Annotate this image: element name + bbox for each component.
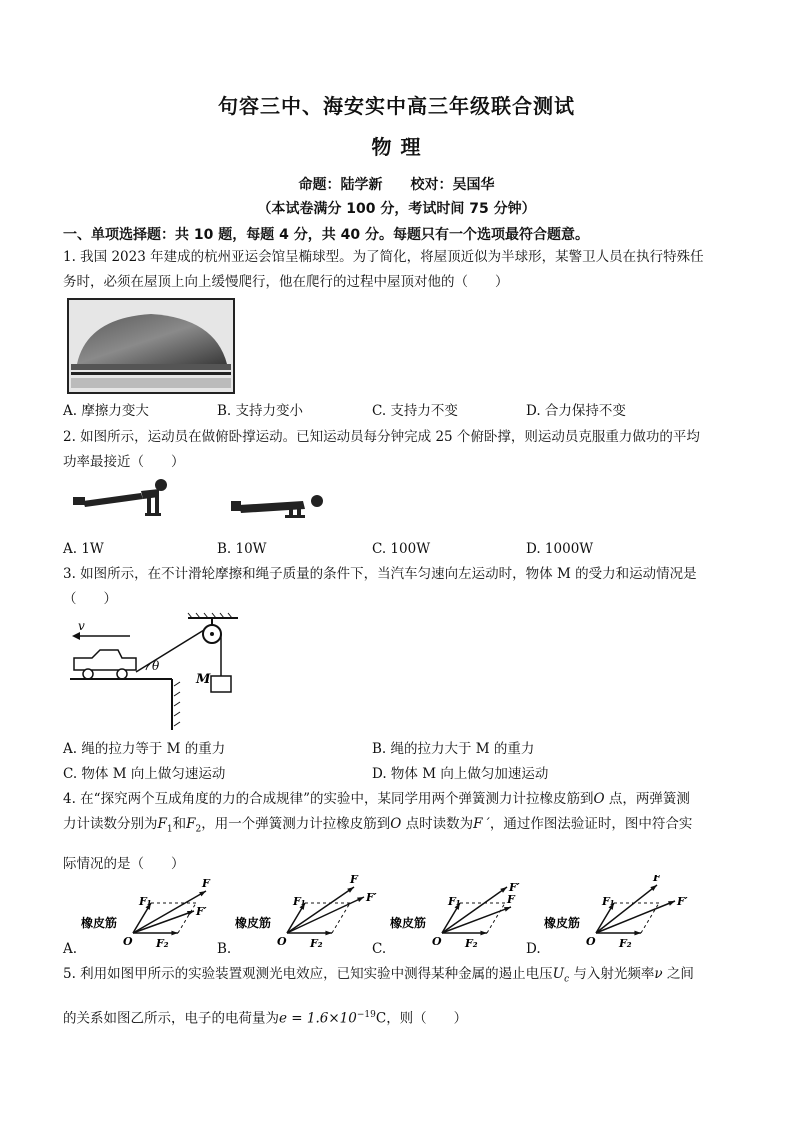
q3-option-a: A. 绳的拉力等于 M 的重力 xyxy=(63,741,226,757)
q4-line3: 际情况的是（ ） xyxy=(63,856,185,872)
force-diagrams xyxy=(63,875,743,955)
q4-dash-2-b xyxy=(487,903,505,933)
q4-f1-label-1: F₁ xyxy=(293,895,306,908)
q4-rubber-label-2: 橡皮筋 xyxy=(390,916,427,930)
q5-line2: 的关系如图乙所示，电子的电荷量为$e = 1.6\times 10^{-19}C$，则（ ） xyxy=(63,1010,468,1027)
q3-line2: （ ） xyxy=(63,591,117,607)
q1-option-a: A. 摩擦力变大 xyxy=(63,403,149,419)
q2-option-d: D. 1000W xyxy=(526,541,594,557)
q4-f1-label-3: F₁ xyxy=(602,895,615,908)
velocity-label: v xyxy=(78,619,85,633)
q4-f2-arrow-3-head xyxy=(634,931,641,936)
q1-line2: 务时，必须在屋顶上向上缓慢爬行，他在爬行的过程中屋顶对他的（ ） xyxy=(63,274,509,290)
q4-option-b: B. xyxy=(217,941,232,957)
theta-label: θ xyxy=(152,659,160,673)
q3-option-c: C. 物体 M 向上做匀速运动 xyxy=(63,766,226,782)
q4-option-a: A. xyxy=(63,941,78,957)
q4-f2-arrow-0-head xyxy=(171,931,178,936)
exam-title: 句容三中、海安实中高三年级联合测试 xyxy=(218,94,575,118)
q4-line1: 4. 在“探究两个互成角度的力的合成规律”的实验中，某同学用两个弹簧测力计拉橡皮筋到O 点，两弹簧测 xyxy=(63,791,690,807)
q4-fp-label-1: F′ xyxy=(366,891,377,904)
q1-option-d: D. 合力保持不变 xyxy=(526,403,626,419)
q4-f-label-2: F xyxy=(507,893,515,906)
q4-fp-arrow-3-head xyxy=(668,901,675,906)
authors-line: 命题：陆学新 校对：吴国华 xyxy=(298,177,495,193)
q4-fp-label-0: F′ xyxy=(196,905,207,918)
q2-option-b: B. 10W xyxy=(217,541,267,557)
q4-figures xyxy=(63,875,743,955)
q1-option-b: B. 支持力变小 xyxy=(217,403,304,419)
q4-o-label-3: O xyxy=(586,935,596,948)
q2-line1: 2. 如图所示，运动员在做俯卧撑运动。已知运动员每分钟完成 25 个俯卧撑，则运动员克服重力做功的平均 xyxy=(63,429,700,445)
q4-rubber-label-3: 橡皮筋 xyxy=(544,916,581,930)
q3-option-b: B. 绳的拉力大于 M 的重力 xyxy=(372,741,535,757)
q4-dash-3-b xyxy=(641,903,659,933)
q4-f-label-0: F xyxy=(202,877,210,890)
q4-f-arrow-0-head xyxy=(199,891,206,896)
q2-line2: 功率最接近（ ） xyxy=(63,454,185,470)
dome-photo xyxy=(67,298,235,394)
q3-line1: 3. 如图所示，在不计滑轮摩擦和绳子质量的条件下，当汽车匀速向左运动时，物体 M 的受力和运动情况是 xyxy=(63,566,697,582)
q4-option-c: C. xyxy=(372,941,387,957)
q4-f2-arrow-2-head xyxy=(480,931,487,936)
q4-f-label-3: F xyxy=(653,875,661,884)
q4-f2-label-0: F₂ xyxy=(156,937,169,950)
q4-line2: 力计读数分别为$F_1$和$F_2$，用一个弹簧测力计拉橡皮筋到O 点时读数为F ′，通过作图法验证时，图中符合实 xyxy=(63,816,693,835)
pulley-car-figure xyxy=(70,612,245,732)
q4-f2-arrow-1-head xyxy=(325,931,332,936)
q4-f-arrow-2 xyxy=(442,907,511,933)
q1-line1: 1. 我国 2023 年建成的杭州亚运会馆呈椭球型。为了简化，将屋顶近似为半球形，某警卫人员在执行特殊任 xyxy=(63,249,704,265)
q3-option-d: D. 物体 M 向上做匀加速运动 xyxy=(372,766,549,782)
q4-f2-label-2: F₂ xyxy=(465,937,478,950)
q4-f1-label-2: F₁ xyxy=(448,895,461,908)
q4-fp-label-2: F′ xyxy=(509,881,520,894)
pushup-figure xyxy=(63,475,333,525)
q4-f-arrow-3 xyxy=(596,885,657,933)
q2-option-c: C. 100W xyxy=(372,541,431,557)
exam-info: （本试卷满分 100 分，考试时间 75 分钟） xyxy=(257,201,536,217)
q4-option-d: D. xyxy=(526,941,541,957)
q4-f1-label-0: F₁ xyxy=(139,895,152,908)
q4-o-label-2: O xyxy=(432,935,442,948)
section-heading: 一、单项选择题：共 10 题，每题 4 分，共 40 分。每题只有一个选项最符合题意。 xyxy=(63,227,589,243)
q4-rubber-label-0: 橡皮筋 xyxy=(81,916,118,930)
q4-f2-label-3: F₂ xyxy=(619,937,632,950)
q4-rubber-label-1: 橡皮筋 xyxy=(235,916,272,930)
mass-label: M xyxy=(196,672,211,687)
q4-fp-arrow-2 xyxy=(442,887,507,933)
q4-dash-0-b xyxy=(178,903,196,933)
q4-o-label-0: O xyxy=(123,935,133,948)
q4-f-arrow-2-head xyxy=(504,907,511,912)
q4-f-label-1: F xyxy=(350,875,358,886)
q4-o-label-1: O xyxy=(277,935,287,948)
subject-title: 物 理 xyxy=(371,135,422,159)
q4-f-arrow-1 xyxy=(287,887,354,933)
q2-option-a: A. 1W xyxy=(63,541,104,557)
q1-option-c: C. 支持力不变 xyxy=(372,403,458,419)
q4-f2-label-1: F₂ xyxy=(310,937,323,950)
q4-fp-arrow-1-head xyxy=(357,897,364,902)
q4-fp-arrow-0-head xyxy=(187,911,194,916)
q5-line1: 5. 利用如图甲所示的实验装置观测光电效应，已知实验中测得某种金属的遏止电压$U_c$ 与入射光频率ν 之间 xyxy=(63,966,694,985)
q4-fp-label-3: F′ xyxy=(677,895,688,908)
